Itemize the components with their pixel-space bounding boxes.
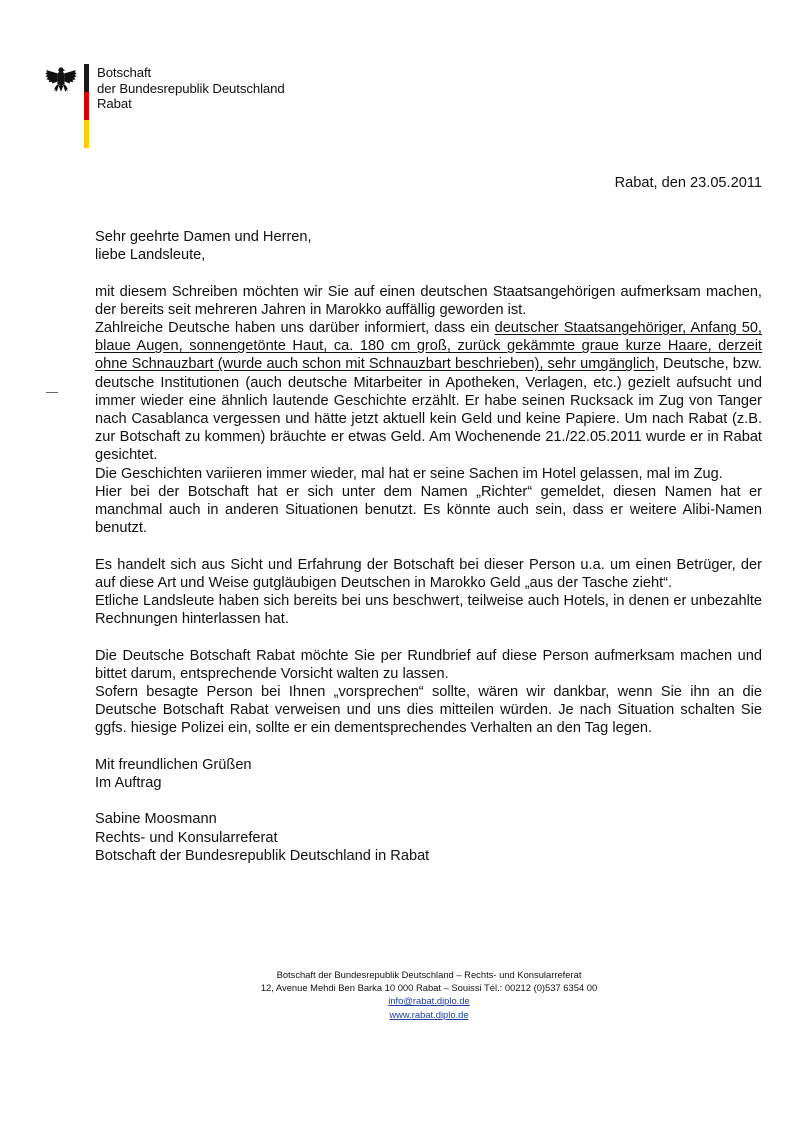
- fold-mark: [46, 392, 58, 393]
- footer-address: 12, Avenue Mehdi Ben Barka 10 000 Rabat – Souissi Tél.: 00212 (0)537 6354 00: [260, 982, 598, 994]
- paragraph-description: [95, 319, 762, 465]
- paragraph-stories: Die Geschichten variieren immer wieder, mal hat er seine Sachen im Hotel gelassen, mal im Zug.: [95, 465, 723, 482]
- signature-organization: Botschaft der Bundesrepublik Deutschland in Rabat: [95, 847, 430, 864]
- salutation-line1: Sehr geehrte Damen und Herren,: [95, 229, 312, 245]
- embassy-name-line1: Botschaft: [97, 65, 152, 80]
- paragraph-assessment: Es handelt sich aus Sicht und Erfahrung der Botschaft bei dieser Person u.a. um einen Betrüger, der auf diese Art und Weise gutgläubigen Deutschen in Marokko Geld „aus der Tasche zieht“.: [95, 556, 762, 591]
- footer-email-link[interactable]: info@rabat.diplo.de: [388, 995, 470, 1007]
- flag-stripe-gold: [84, 120, 89, 148]
- closing-line2: Im Auftrag: [95, 775, 162, 792]
- embassy-name-line3: Rabat: [97, 96, 132, 112]
- letterhead: [44, 64, 344, 148]
- salutation-line2: liebe Landsleute,: [95, 247, 206, 264]
- date-line: Rabat, den 23.05.2011: [614, 175, 762, 191]
- flag-color-bar: [84, 64, 89, 148]
- paragraph-intro: mit diesem Schreiben möchten wir Sie auf einen deutschen Staatsangehörigen aufmerksam machen, der bereits seit mehreren Jahren in Marokko auffällig geworden ist.: [95, 283, 762, 318]
- signature-name: Sabine Moosmann: [95, 811, 217, 828]
- embassy-name: [97, 65, 285, 112]
- paragraph-alias: Hier bei der Botschaft hat er sich unter dem Namen „Richter“ gemeldet, diesen Namen hat er manchmal auch in anderen Situationen benutzt. Es könnte auch sein, dass er weitere Alibi-Namen benutzt.: [95, 483, 762, 537]
- person-description-underlined: deutscher Staatsangehöriger, Anfang 50, blaue Augen, sonnengetönte Haut, ca. 180 cm groß, zurück gekämmte graue kurze Haare, derzeit ohne Schnauzbart (wurde auch schon mit Schnauzbart beschrieben), sehr umgänglich: [95, 320, 762, 373]
- flag-stripe-red: [84, 92, 89, 120]
- paragraph-description-start: Zahlreiche Deutsche haben uns darüber informiert, dass ein: [95, 320, 495, 336]
- federal-eagle-icon: [44, 64, 78, 98]
- paragraph-complaints: Etliche Landsleute haben sich bereits bei uns beschwert, teilweise auch Hotels, in denen er unbezahlte Rechnungen hinterlassen hat.: [95, 593, 762, 628]
- letter-body: [95, 228, 762, 865]
- paragraph-request: Die Deutsche Botschaft Rabat möchte Sie per Rundbrief auf diese Person aufmerksam machen und bittet darum, entsprechende Vorsicht walten zu lassen.: [95, 647, 762, 682]
- letter-footer: [0, 968, 800, 1021]
- footer-website-link[interactable]: www.rabat.diplo.de: [389, 1008, 469, 1020]
- embassy-name-line2: der Bundesrepublik Deutschland: [97, 80, 285, 96]
- signature-department: Rechts- und Konsularreferat: [95, 829, 278, 846]
- paragraph-description-end: , Deutsche, bzw. deutsche Institutionen (auch deutsche Mitarbeiter in Apotheken, Verlagen, etc.) gezielt aufsucht und immer wieder eine ähnlich lautende Geschichte erzählt. Er habe seinen Rucksack im Zug von Tanger nach Casablanca vergessen und hätte jetzt aktuell kein Geld und keine Papiere. Um nach Rabat (z.B. zur Botschaft zu kommen) bräuchte er etwas Geld. Am Wochenende 21./22.05.2011 wurde er in Rabat gesichtet.: [95, 356, 762, 464]
- closing-line1: Mit freundlichen Grüßen: [95, 756, 252, 773]
- footer-line1: Botschaft der Bundesrepublik Deutschland – Rechts- und Konsularreferat: [276, 969, 582, 980]
- flag-stripe-black: [84, 64, 89, 92]
- paragraph-instructions: Sofern besagte Person bei Ihnen „vorsprechen“ sollte, wären wir dankbar, wenn Sie ihn an die Deutsche Botschaft Rabat verweisen und uns dies mitteilen würden. Je nach Situation schalten Sie ggfs. hiesige Polizei ein, sollte er ein dementsprechendes Verhalten an den Tag legen.: [95, 684, 762, 737]
